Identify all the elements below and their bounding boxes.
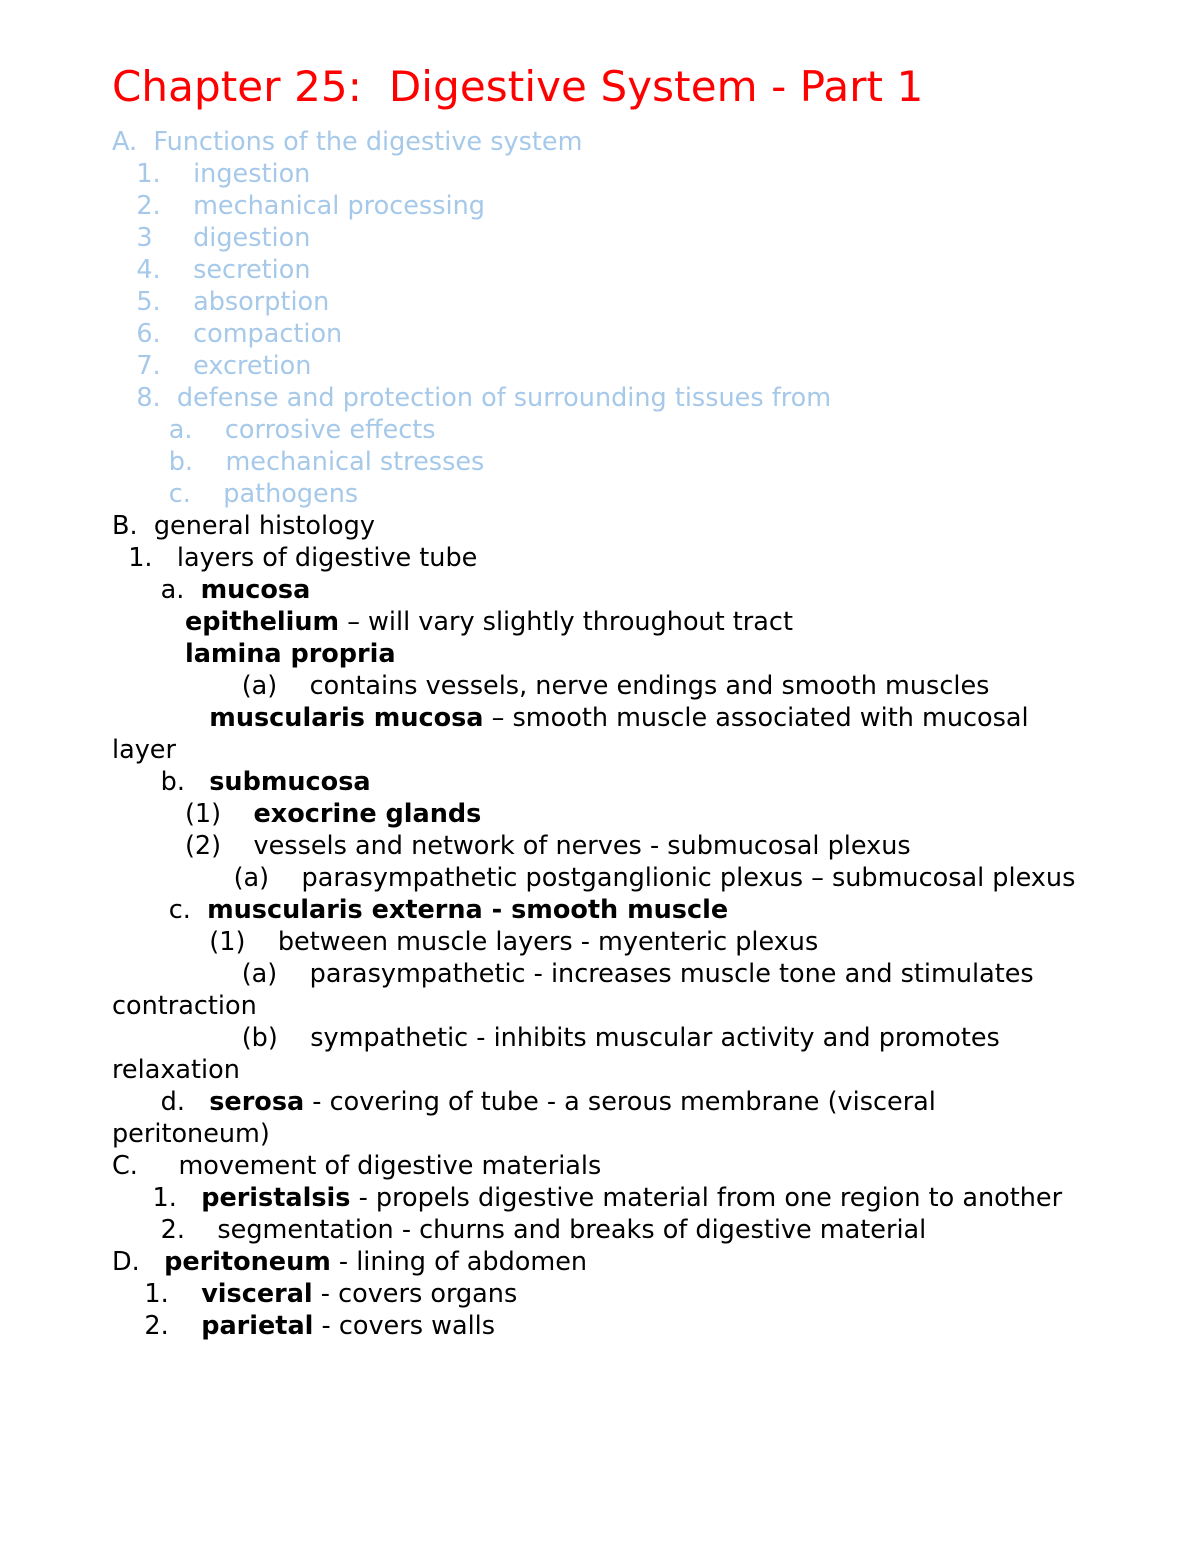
- list-marker: (1): [112, 798, 254, 829]
- outline-item-a-1: [0, 158, 1200, 190]
- term-bold: visceral: [201, 1278, 313, 1309]
- list-marker: [112, 606, 185, 638]
- line-text: general histology: [153, 510, 375, 541]
- term-bold: muscularis mucosa: [209, 702, 484, 733]
- line-text: movement of digestive materials: [178, 1150, 602, 1181]
- line-text: pathogens: [223, 478, 359, 509]
- list-marker: 1.: [112, 1278, 202, 1309]
- list-marker: [112, 702, 209, 734]
- list-marker: (a): [112, 670, 310, 701]
- list-marker: D.: [112, 1246, 165, 1277]
- line-text: – smooth muscle associated with mucosal layer: [112, 702, 1037, 765]
- outline-item-a-7: [0, 350, 1200, 382]
- list-marker: c.: [112, 478, 224, 509]
- line-text: defense and protection of surrounding tissues from: [176, 382, 832, 413]
- line-d-peritoneum: [0, 1246, 1200, 1278]
- outline-item-a-3: [0, 222, 1200, 254]
- outline-item-a-5: [0, 286, 1200, 318]
- line-c1-peristalsis: [0, 1182, 1200, 1214]
- list-marker: 1.: [112, 542, 177, 573]
- line-c-movement: [0, 1150, 1200, 1182]
- line-b1b-submucosa: [0, 766, 1200, 798]
- line-text: secretion: [193, 254, 311, 285]
- list-marker: (b): [112, 1022, 311, 1053]
- list-marker: c.: [112, 894, 208, 925]
- line-text: ingestion: [193, 158, 311, 189]
- line-text: Functions of the digestive system: [153, 126, 583, 157]
- outline-section-b-c-d: [0, 510, 1200, 1342]
- line-epithelium: [0, 606, 1200, 638]
- list-marker: [112, 638, 185, 670]
- list-marker: (a): [112, 862, 302, 893]
- line-text: parasympathetic - increases muscle tone and stimulates contraction: [112, 958, 1042, 1021]
- line-me-1b-sympathetic: [0, 1022, 1200, 1086]
- outline-item-a-6: [0, 318, 1200, 350]
- line-text: parasympathetic postganglionic plexus – submucosal plexus: [301, 862, 1076, 893]
- line-d2-parietal: [0, 1310, 1200, 1342]
- list-marker: 4.: [112, 254, 194, 285]
- outline-item-a-11: [0, 478, 1200, 510]
- term-bold: muscularis externa - smooth muscle: [207, 894, 729, 925]
- list-marker: (a): [112, 958, 310, 989]
- list-marker: 1.: [112, 1182, 202, 1213]
- outline-item-a-8: [0, 382, 1200, 414]
- outline-item-b: [0, 510, 1200, 542]
- line-text: corrosive effects: [224, 414, 436, 445]
- list-marker: b.: [112, 446, 226, 477]
- line-c2-segmentation: [0, 1214, 1200, 1246]
- term-bold: mucosa: [200, 574, 311, 605]
- line-text: - covers walls: [313, 1310, 496, 1341]
- term-bold: peritoneum: [164, 1246, 331, 1277]
- list-marker: A.: [112, 126, 154, 157]
- line-me-1a-parasympathetic: [0, 958, 1200, 1022]
- line-text: absorption: [193, 286, 330, 317]
- line-text: layers of digestive tube: [176, 542, 478, 573]
- line-muscularis-mucosa: [0, 702, 1200, 766]
- line-text: between muscle layers - myenteric plexus: [277, 926, 819, 957]
- outline-item-a-2: [0, 190, 1200, 222]
- term-bold: lamina propria: [184, 638, 396, 669]
- outline-body: [0, 112, 1200, 1342]
- outline-item-a: [0, 126, 1200, 158]
- line-text: vessels and network of nerves - submucosal plexus: [253, 830, 911, 861]
- line-submucosa-1-exocrine: [0, 798, 1200, 830]
- outline-section-a: [0, 126, 1200, 510]
- line-text: - propels digestive material from one region to another: [350, 1182, 1063, 1213]
- term-bold: peristalsis: [201, 1182, 351, 1213]
- list-marker: a.: [112, 574, 201, 605]
- line-text: excretion: [193, 350, 312, 381]
- outline-item-a-9: [0, 414, 1200, 446]
- line-submucosa-2-vessels: [0, 830, 1200, 862]
- list-marker: d.: [112, 1086, 210, 1117]
- list-marker: 2.: [112, 1214, 218, 1245]
- line-text: segmentation - churns and breaks of digestive material: [217, 1214, 927, 1245]
- line-text: sympathetic - inhibits muscular activity and promotes relaxation: [112, 1022, 1008, 1085]
- line-text: - lining of abdomen: [330, 1246, 588, 1277]
- line-b1-layers: [0, 542, 1200, 574]
- list-marker: 7.: [112, 350, 194, 381]
- list-marker: 2.: [112, 1310, 202, 1341]
- list-marker: b.: [112, 766, 210, 797]
- line-text: - covers organs: [312, 1278, 518, 1309]
- line-b1a-mucosa: [0, 574, 1200, 606]
- list-marker: 5.: [112, 286, 194, 317]
- line-lamina-propria: [0, 638, 1200, 670]
- list-marker: a.: [112, 414, 225, 445]
- list-marker: 3: [112, 222, 194, 253]
- page-title: Chapter 25: Digestive System - Part 1: [112, 62, 924, 111]
- list-marker: 8.: [112, 382, 177, 413]
- term-bold: exocrine glands: [253, 798, 482, 829]
- list-marker: 2.: [112, 190, 194, 221]
- list-marker: (1): [112, 926, 278, 957]
- outline-item-a-10: [0, 446, 1200, 478]
- line-text: digestion: [193, 222, 311, 253]
- list-marker: B.: [112, 510, 154, 541]
- term-bold: epithelium: [184, 606, 340, 637]
- line-text: mechanical stresses: [225, 446, 485, 477]
- list-marker: 6.: [112, 318, 194, 349]
- line-b1c-muscularis-externa: [0, 894, 1200, 926]
- line-text: contains vessels, nerve endings and smooth muscles: [309, 670, 990, 701]
- line-text: – will vary slightly throughout tract: [339, 606, 793, 637]
- list-marker: 1.: [112, 158, 194, 189]
- term-bold: parietal: [201, 1310, 314, 1341]
- line-d1-visceral: [0, 1278, 1200, 1310]
- line-text: - covering of tube - a serous membrane (visceral peritoneum): [112, 1086, 944, 1149]
- line-text: mechanical processing: [193, 190, 485, 221]
- list-marker: C.: [112, 1150, 179, 1181]
- term-bold: serosa: [209, 1086, 305, 1117]
- line-me-1-between: [0, 926, 1200, 958]
- term-bold: submucosa: [209, 766, 371, 797]
- line-submucosa-2a-parasympathetic: [0, 862, 1200, 894]
- line-text: compaction: [193, 318, 343, 349]
- outline-item-a-4: [0, 254, 1200, 286]
- line-b1d-serosa: [0, 1086, 1200, 1150]
- list-marker: (2): [112, 830, 254, 861]
- line-lamina-a-contains: [0, 670, 1200, 702]
